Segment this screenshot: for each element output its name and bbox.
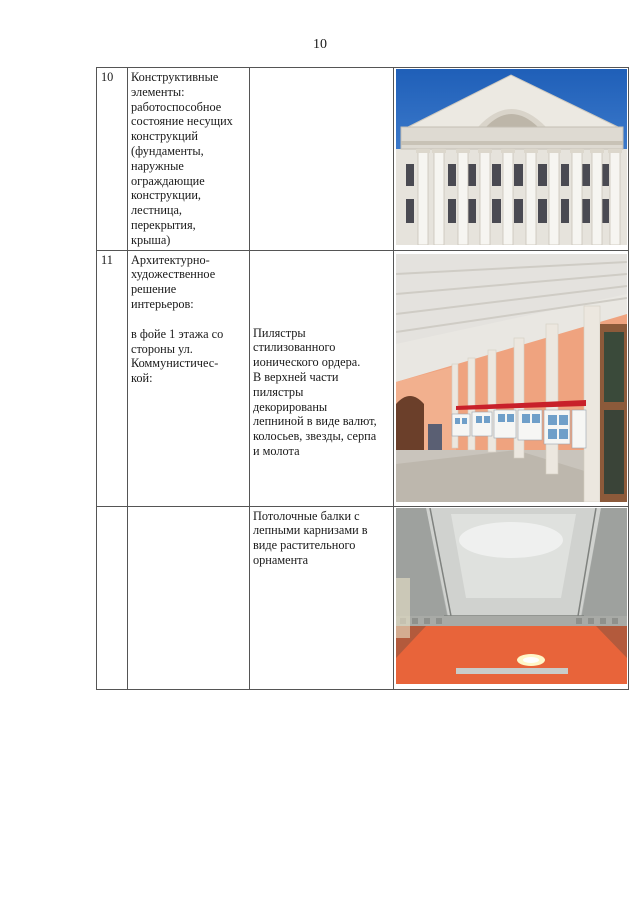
row-element-name	[128, 506, 250, 689]
page-number: 10	[313, 37, 327, 52]
row-element-name: Архитектурно- художественное решение интерьеров:	[131, 252, 216, 311]
table-row	[97, 68, 629, 251]
spacer	[253, 253, 390, 326]
row-number: 11	[97, 250, 128, 506]
row-photo-cell	[394, 506, 629, 689]
table-row	[97, 506, 629, 689]
ceiling-beams-photo	[396, 508, 627, 684]
row-photo-cell	[394, 68, 629, 251]
row-number: 10	[97, 68, 128, 251]
inspection-table	[96, 67, 629, 690]
row-description: Потолочные балки с лепными карнизами в виде растительного орнамента	[250, 506, 394, 689]
building-facade-photo	[396, 69, 627, 245]
table-row	[97, 250, 629, 506]
row-photo-cell	[394, 250, 629, 506]
row-description: Пилястры стилизованного ионического ордера. В верхней части пилястры декорированы лепниной в виде валют, колосьев, звезды, серпа и молота	[253, 325, 377, 458]
foyer-interior-photo	[396, 254, 627, 502]
row-element-name-cell	[128, 250, 250, 506]
spacer	[131, 312, 246, 327]
row-description-cell	[250, 250, 394, 506]
row-location: в фойе 1 этажа со стороны ул. Коммунистичес- кой:	[131, 326, 224, 386]
row-element-name: Конструктивные элементы: работоспособное состояние несущих конструкций (фундаменты, наружные ограждающие конструкции, лестница, перекрытия, крыша)	[128, 68, 250, 251]
row-number	[97, 506, 128, 689]
row-description	[250, 68, 394, 251]
